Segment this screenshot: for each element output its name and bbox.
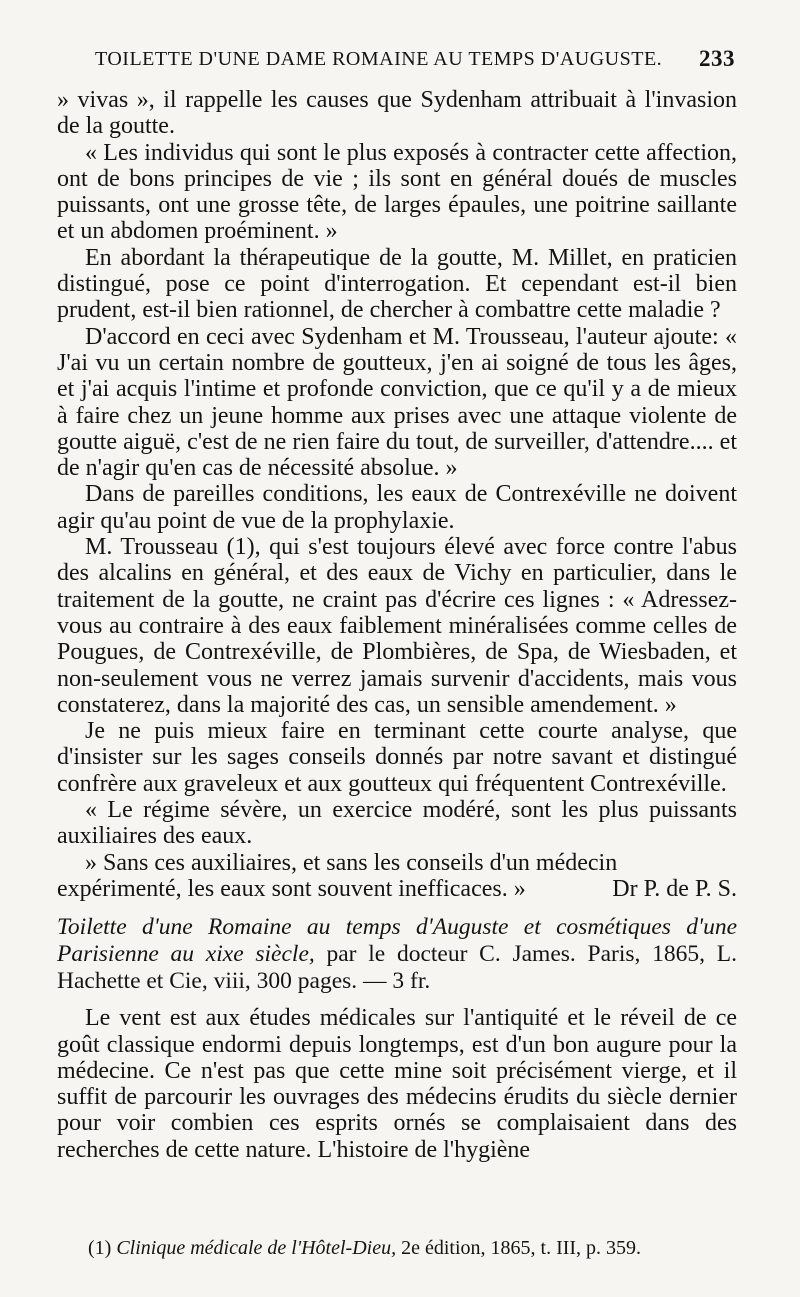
paragraph: Je ne puis mieux faire en terminant cette courte analyse, que d'insister sur les sages conseils donnés par notre savant et distingué confrère aux graveleux et aux goutteux qui fréquentent Contrexéville.: [57, 718, 737, 797]
review-paragraph: Le vent est aux études médicales sur l'antiquité et le réveil de ce goût classique endormi depuis longtemps, est d'un bon augure pour la médecine. Ce n'est pas que cette mine soit précisément vierge, et il suffit de parcourir les ouvrages des médecins érudits du siècle dernier pour voir combien ces esprits ornés se complaisaient dans des recherches de cette nature. L'histoire de l'hygiène: [57, 1005, 737, 1163]
paragraph: Dans de pareilles conditions, les eaux de Contrexéville ne doivent agir qu'au point de vue de la prophylaxie.: [57, 481, 737, 534]
review-heading: [57, 914, 737, 995]
paragraph: M. Trousseau (1), qui s'est toujours élevé avec force contre l'abus des alcalins en général, et des eaux de Vichy en particulier, dans le traitement de la goutte, ne craint pas d'écrire ces lignes : « Adressez-vous au contraire à des eaux faiblement minéralisées comme celles de Pougues, de Contrexéville, de Plombières, de Spa, de Wiesbaden, et non-seulement vous ne verrez jamais survenir d'accidents, mais vous constaterez, dans la majorité des cas, un sensible amendement. »: [57, 534, 737, 718]
page-number: 233: [699, 46, 735, 71]
paragraph: En abordant la thérapeutique de la goutte, M. Millet, en praticien distingué, pose ce point d'interrogation. Et cependant est-il bien prudent, est-il bien rationnel, de chercher à combattre cette maladie ?: [57, 244, 737, 324]
signature: Dr P. de P. S.: [612, 875, 737, 902]
review-book-details: par le docteur C. James. Paris, 1865, L. Hachette et Cie, viii, 300 pages. — 3 fr.: [57, 941, 737, 995]
paragraph: » vivas », il rappelle les causes que Sydenham attribuait à l'invasion de la goutte.: [57, 87, 737, 140]
body-text: [57, 87, 737, 1163]
paragraph: « Le régime sévère, un exercice modéré, sont les plus puissants auxiliaires des eaux.: [57, 797, 737, 850]
closing-quote: » Sans ces auxiliaires, et sans les conseils d'un médecin expérimenté, les eaux sont souvent inefficaces. »: [57, 849, 618, 902]
running-title: TOILETTE D'UNE DAME ROMAINE AU TEMPS D'AUGUSTE.: [95, 48, 663, 70]
footnote-title: Clinique médicale de l'Hôtel-Dieu,: [116, 1237, 397, 1259]
paragraph: D'accord en ceci avec Sydenham et M. Trousseau, l'auteur ajoute: « J'ai vu un certain nombre de goutteux, j'en ai soigné de tous les âges, et j'ai acquis l'intime et profonde conviction, que ce qu'il y a de mieux à faire chez un jeune homme aux prises avec une attaque violente de goutte aiguë, c'est de ne rien faire du tout, de surveiller, d'attendre.... et de n'agir qu'en cas de nécessité absolue. »: [57, 323, 737, 482]
running-header: [95, 44, 735, 76]
footnote: [88, 1237, 748, 1260]
footnote-marker: (1): [88, 1237, 112, 1259]
review-book-title: Toilette d'une Romaine au temps d'Auguste et cosmétiques d'une Parisienne au xixe siècle,: [57, 914, 737, 968]
paragraph: « Les individus qui sont le plus exposés à contracter cette affection, ont de bons principes de vie ; ils sont en général doués de muscles puissants, ont une grosse tête, de larges épaules, une poitrine saillante et un abdomen proéminent. »: [57, 139, 737, 245]
closing-paragraph: [57, 850, 737, 903]
footnote-details: 2e édition, 1865, t. III, p. 359.: [401, 1237, 642, 1259]
